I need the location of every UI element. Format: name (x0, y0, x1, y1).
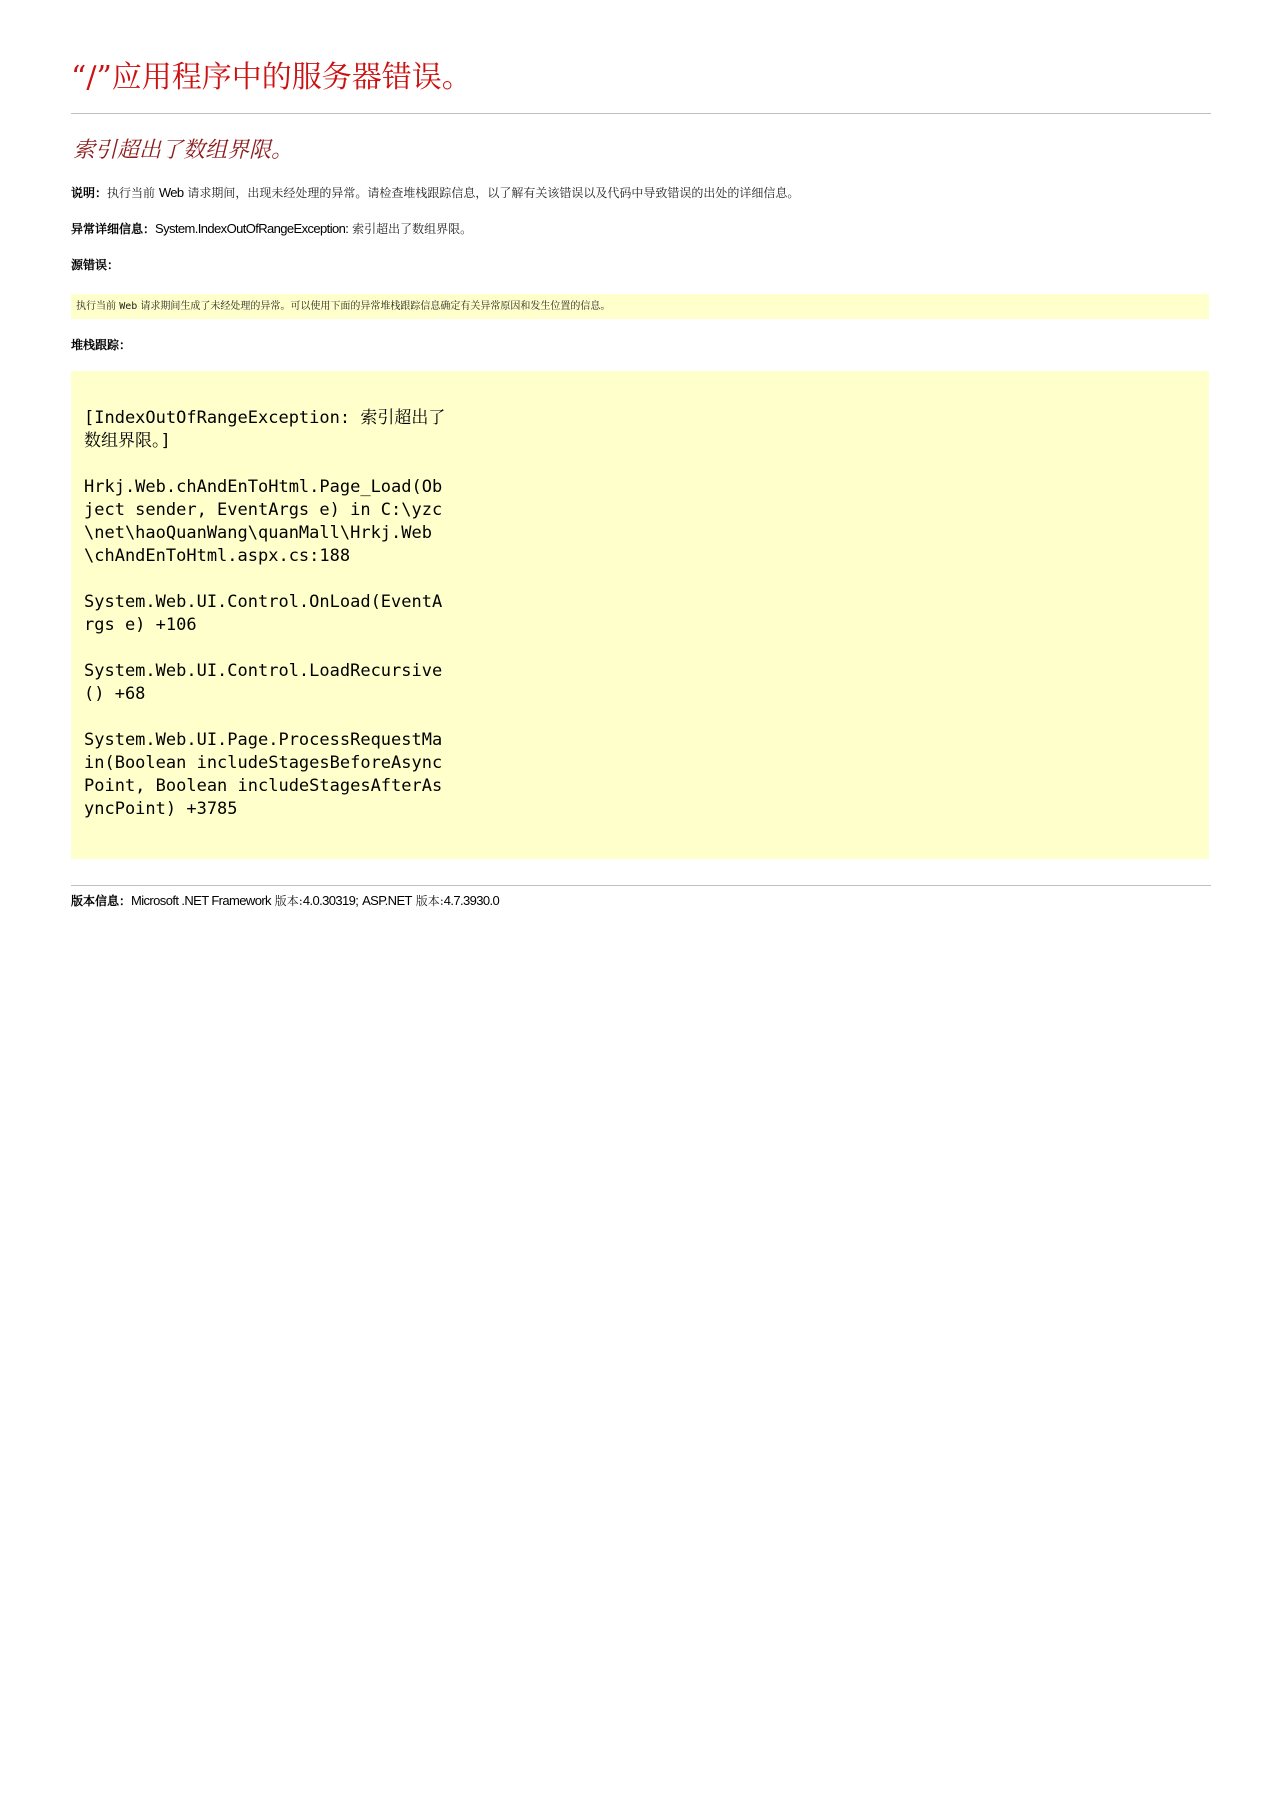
error-message-heading: 索引超出了数组界限。 (73, 138, 294, 163)
framework-version-label: 版本: (274, 894, 303, 908)
footer-divider (71, 885, 1211, 886)
exception-type: System.IndexOutOfRangeException: (155, 221, 349, 236)
stack-trace-entry: Hrkj.Web.chAndEnToHtml.Page_Load(Object sender, EventArgs e) in C:\yzc\net\haoQuanWang\quanMall\Hrkj.Web\chAndEnToHtml.aspx.cs:188 (84, 477, 443, 566)
stack-trace-text (84, 407, 449, 821)
source-error-text (76, 300, 610, 314)
stack-trace-section (71, 336, 131, 354)
error-description (71, 184, 799, 202)
version-info (71, 892, 499, 910)
exception-details-label: 异常详细信息： (71, 222, 156, 236)
source-error-text-before: 执行当前 (76, 301, 116, 312)
framework-version: 4.0.30319; (302, 893, 359, 908)
stack-trace-box (71, 371, 1209, 859)
title-divider (71, 113, 1211, 114)
stack-trace-entry: System.Web.UI.Control.OnLoad(EventArgs e) +106 (84, 592, 443, 635)
source-error-label: 源错误： (71, 258, 120, 272)
stack-trace-entry: System.Web.UI.Page.ProcessRequestMain(Boolean includeStagesBeforeAsyncPoint, Boolean includeStagesAfterAsyncPoint) +3785 (84, 730, 443, 819)
stack-trace-label: 堆栈跟踪： (71, 338, 132, 352)
source-error-box (71, 294, 1209, 319)
source-error-text-after: 请求期间生成了未经处理的异常。可以使用下面的异常堆栈跟踪信息确定有关异常原因和发生位置的信息。 (140, 301, 611, 312)
stack-trace-entry: [IndexOutOfRangeException: 索引超出了数组界限。] (84, 408, 446, 451)
description-text-before: 执行当前 (107, 186, 156, 200)
description-label: 说明： (71, 186, 108, 200)
exception-details (71, 220, 472, 238)
description-web: Web (158, 185, 184, 200)
stack-trace-entry: System.Web.UI.Control.LoadRecursive() +68 (84, 661, 443, 704)
source-error-section (71, 256, 119, 274)
framework-name: Microsoft .NET Framework (131, 893, 271, 908)
aspnet-version: 4.7.3930.0 (443, 893, 500, 908)
source-error-web: Web (119, 301, 138, 312)
aspnet-name: ASP.NET (362, 893, 412, 908)
description-text-after: 请求期间，出现未经处理的异常。请检查堆栈跟踪信息，以了解有关该错误以及代码中导致错误的出处的详细信息。 (187, 186, 800, 200)
aspnet-version-label: 版本: (415, 894, 444, 908)
exception-message: 索引超出了数组界限。 (352, 222, 473, 236)
version-info-label: 版本信息： (71, 894, 132, 908)
page-title: “/”应用程序中的服务器错误。 (71, 60, 472, 95)
